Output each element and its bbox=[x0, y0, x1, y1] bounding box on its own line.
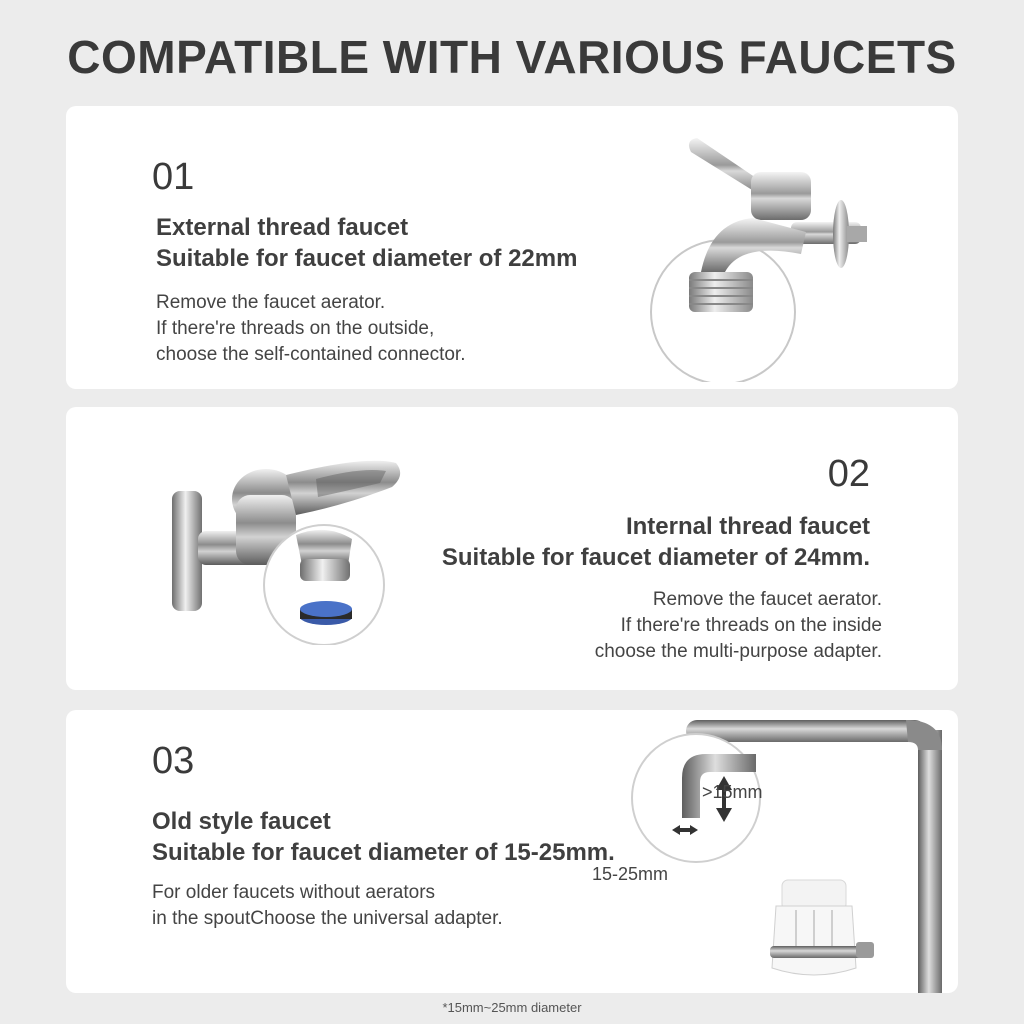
card-heading bbox=[152, 806, 615, 868]
page-title: COMPATIBLE WITH VARIOUS FAUCETS bbox=[67, 31, 957, 83]
faucet-card-internal-thread bbox=[66, 407, 958, 690]
width-dimension-label: 15-25mm bbox=[592, 864, 669, 884]
card-heading-diameter: Suitable for faucet diameter of 22mm bbox=[156, 245, 578, 272]
internal-thread-faucet-image bbox=[166, 435, 446, 645]
desc-line-3: choose the multi-purpose adapter. bbox=[594, 641, 882, 662]
card-number: 02 bbox=[827, 453, 870, 495]
footnote: *15mm~25mm diameter bbox=[442, 1000, 582, 1015]
desc-line-2: If there're threads on the inside bbox=[620, 615, 882, 636]
card-heading bbox=[156, 212, 577, 274]
faucet-card-external-thread bbox=[66, 106, 958, 389]
card-description bbox=[595, 587, 882, 665]
card-heading-type: Internal thread faucet bbox=[625, 513, 870, 540]
card-heading-type: External thread faucet bbox=[156, 214, 409, 241]
card-heading-diameter: Suitable for faucet diameter of 24mm. bbox=[441, 544, 870, 571]
external-thread-faucet-image bbox=[641, 122, 871, 382]
desc-line-1: For older faucets without aerators bbox=[152, 882, 436, 903]
card-number: 01 bbox=[152, 156, 195, 198]
card-description bbox=[156, 290, 465, 368]
desc-line-2: If there're threads on the outside, bbox=[156, 318, 435, 339]
card-heading-type: Old style faucet bbox=[152, 808, 331, 835]
desc-line-2: in the spoutChoose the universal adapter. bbox=[152, 908, 503, 929]
card-heading bbox=[442, 511, 870, 573]
faucet-card-old-style bbox=[66, 710, 958, 993]
desc-line-3: choose the self-contained connector. bbox=[156, 344, 466, 365]
desc-line-1: Remove the faucet aerator. bbox=[156, 292, 386, 313]
height-dimension-label: >15mm bbox=[702, 782, 763, 802]
desc-line-1: Remove the faucet aerator. bbox=[652, 589, 882, 610]
card-number: 03 bbox=[152, 740, 195, 782]
card-heading-diameter: Suitable for faucet diameter of 15-25mm. bbox=[152, 839, 615, 866]
old-style-faucet-image bbox=[556, 710, 958, 993]
card-description bbox=[152, 880, 503, 932]
